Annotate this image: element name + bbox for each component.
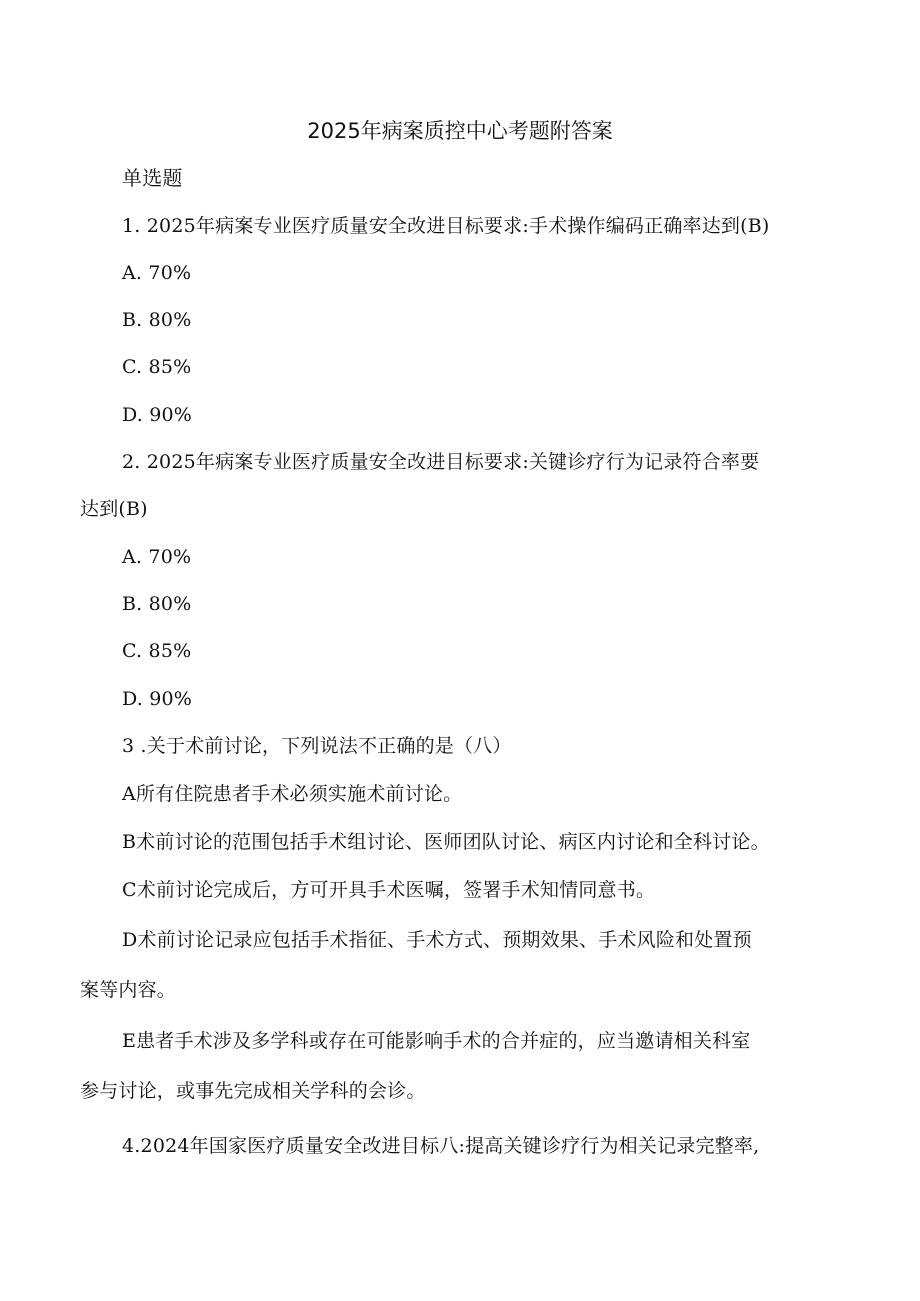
question-2-option-c: C. 85% [122,640,192,662]
question-1-option-b: B. 80% [122,309,192,331]
question-1-option-a: A. 70% [122,262,192,284]
question-3-option-b: B术前讨论的范围包括手术组讨论、医师团队讨论、病区内讨论和全科讨论。 [122,831,770,853]
question-3-stem: 3 .关于术前讨论，下列说法不正确的是（八） [122,735,512,757]
question-1-option-d: D. 90% [122,404,193,426]
question-3-option-e-line-1: E患者手术涉及多学科或存在可能影响手术的合并症的，应当邀请相关科室 [122,1030,751,1052]
question-4-stem-line-1: 4.2024年国家医疗质量安全改进目标八:提高关键诊疗行为相关记录完整率, [122,1135,760,1157]
question-2-option-b: B. 80% [122,593,192,615]
document-title: 2025年病案质控中心考题附答案 [307,119,613,143]
question-3-option-c: C术前讨论完成后，方可开具手术医嘱，签署手术知情同意书。 [122,879,656,901]
question-3-option-e-line-2: 参与讨论，或事先完成相关学科的会诊。 [80,1080,426,1102]
question-1-stem: 1. 2025年病案专业医疗质量安全改进目标要求:手术操作编码正确率达到(B) [122,215,770,237]
question-2-stem-line-1: 2. 2025年病案专业医疗质量安全改进目标要求:关键诊疗行为记录符合率要 [122,451,760,473]
question-2-option-d: D. 90% [122,688,193,710]
question-2-stem-line-2: 达到(B) [80,498,148,520]
question-3-option-d-line-1: D术前讨论记录应包括手术指征、手术方式、预期效果、手术风险和处置预 [122,929,752,951]
question-3-option-d-line-2: 案等内容。 [80,979,177,1001]
section-heading: 单选题 [122,166,183,190]
question-3-option-a: A所有住院患者手术必须实施术前讨论。 [122,783,463,805]
question-2-option-a: A. 70% [122,546,192,568]
question-1-option-c: C. 85% [122,356,192,378]
